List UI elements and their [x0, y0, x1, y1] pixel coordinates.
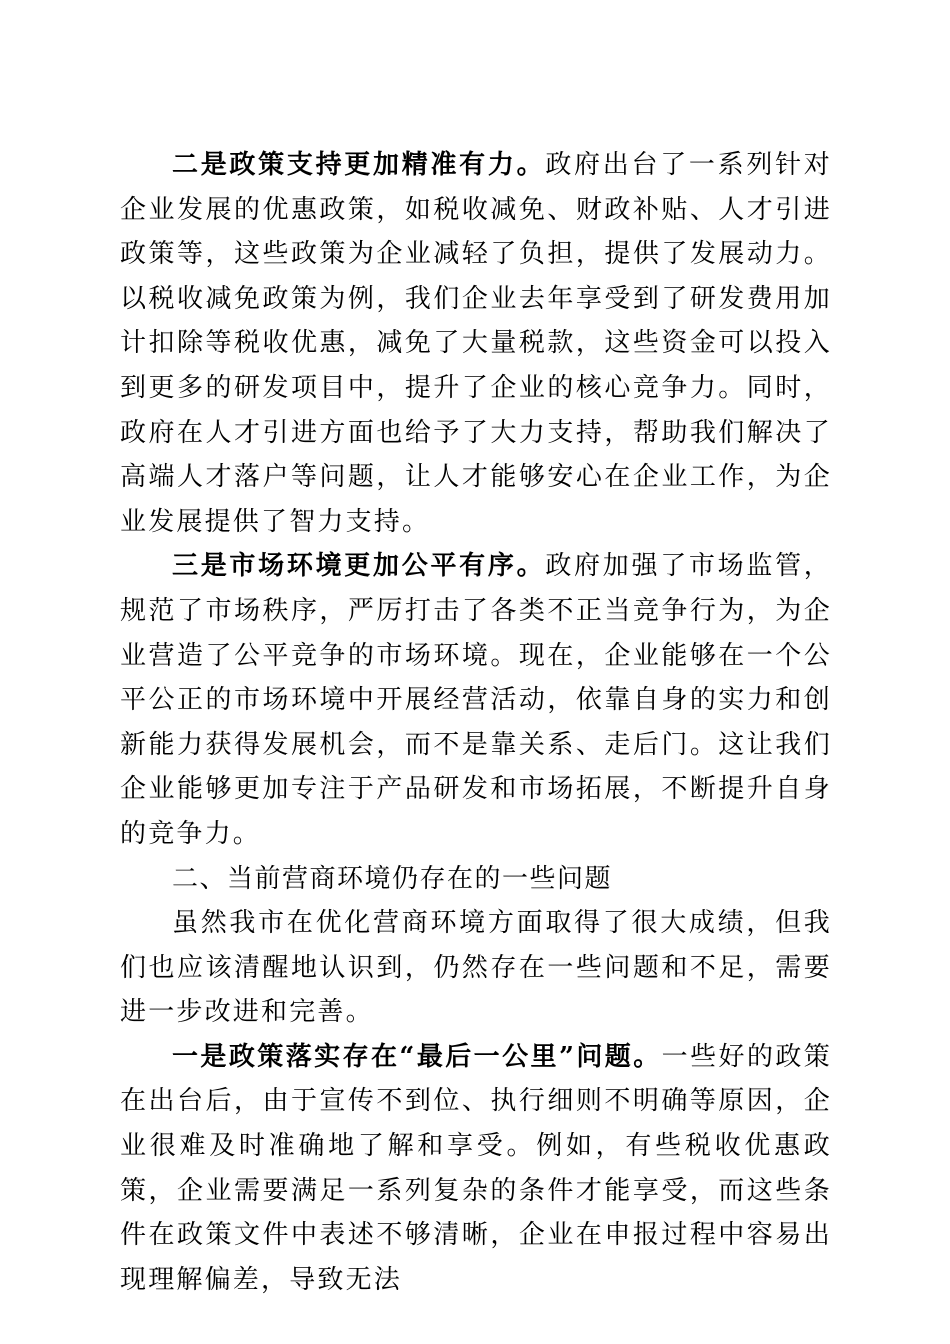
paragraph-body: 一些好的政策在出台后，由于宣传不到位、执行细则不明确等原因，企业很难及时准确地了解和享受。例如，有些税收优惠政策，企业需要满足一系列复杂的条件才能享受，而这些条件在政策文件中表述不够清晰，企业在申报过程中容易出现理解偏差，导致无法 [120, 1041, 833, 1295]
paragraph-body: 政府加强了市场监管，规范了市场秩序，严厉打击了各类不正当竞争行为，为企业营造了公平竞争的市场环境。现在，企业能够在一个公平公正的市场环境中开展经营活动，依靠自身的实力和创新能力获得发展机会，而不是靠关系、走后门。这让我们企业能够更加专注于产品研发和市场拓展，不断提升自身的竞争力。 [120, 551, 832, 849]
paragraph-body: 政府出台了一系列针对企业发展的优惠政策，如税收减免、财政补贴、人才引进政策等，这些政策为企业减轻了负担，提供了发展动力。以税收减免政策为例，我们企业去年享受到了研发费用加计扣除等税收优惠，减免了大量税款，这些资金可以投入到更多的研发项目中，提升了企业的核心竞争力。同时，政府在人才引进方面也给予了大力支持，帮助我们解决了高端人才落户等问题，让人才能够安心在企业工作，为企业发展提供了智力支持。 [120, 150, 832, 537]
paragraph-policy-support [120, 143, 832, 544]
document-body [120, 143, 832, 1302]
paragraph-intro: 虽然我市在优化营商环境方面取得了很大成绩，但我们也应该清醒地认识到，仍然存在一些问题和不足，需要进一步改进和完善。 [120, 908, 832, 1028]
section-heading: 二、当前营商环境仍存在的一些问题 [172, 863, 613, 894]
paragraph-lead: 二是政策支持更加精准有力。 [172, 150, 546, 180]
paragraph-policy-implementation [120, 1035, 832, 1303]
paragraph-lead: 三是市场环境更加公平有序。 [172, 551, 546, 582]
paragraph-market-environment [120, 544, 832, 856]
paragraph-lead: 一是政策落实存在“最后一公里”问题。 [172, 1041, 662, 1072]
